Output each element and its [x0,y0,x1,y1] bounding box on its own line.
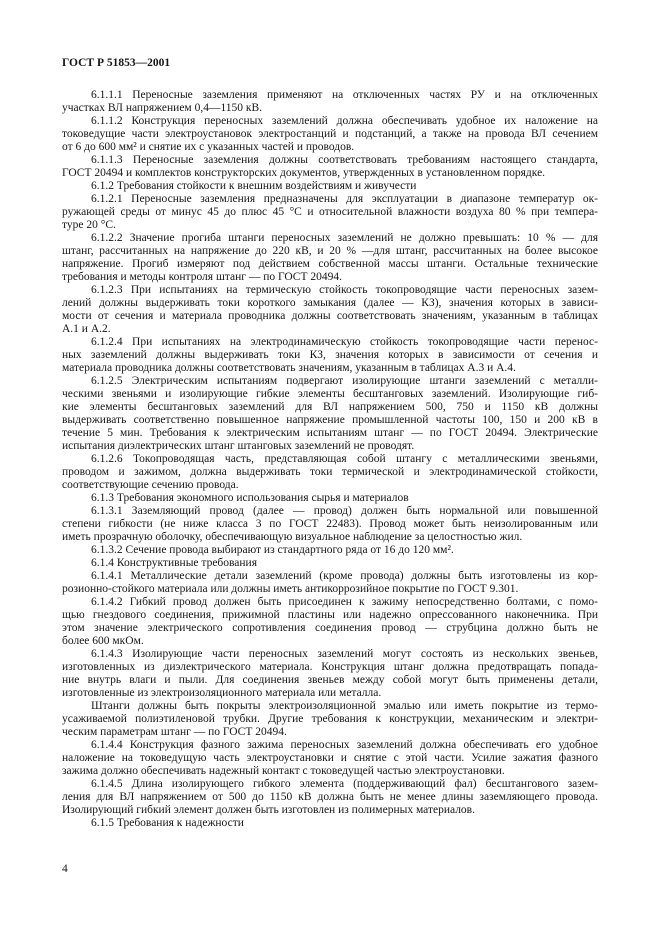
text-line: более 600 мкОм. [62,635,144,647]
text-line: 6.1.3.2 Сечение провода выбирают из стандартного ряда от 16 до 120 мм². [91,544,454,556]
text-line: наложение на токоведущую часть электроустановки и снятие с этой части. Усилие зажатия фазного [62,752,598,764]
text-line: щью гнездового соединения, прижимной пластины или надежно опрессованного наконечника. При [62,609,598,621]
section-heading-6-1-2 [62,180,598,193]
paragraph-6-1-2-4 [62,336,598,375]
section-heading-6-1-3 [62,492,598,505]
paragraph-6-1-3-1 [62,505,598,544]
text-line: штанг, рассчитанных на напряжение до 220 кВ, и 20 % —для штанг, рассчитанных на более высокое [62,245,598,257]
paragraph-6-1-2-3 [62,284,598,336]
text-line: степени гибкости (не ниже класса 3 по ГОСТ 22483). Провод может быть неизолированным или [62,518,598,530]
text-line: 6.1.2.5 Электрическим испытаниям подвергают изолирующие штанги заземлений с металли- [91,375,598,387]
paragraph-6-1-2-5 [62,375,598,453]
text-line: 6.1.5 Требования к надежности [91,817,244,829]
text-line: 6.1.2.6 Токопроводящая часть, представляющая собой штангу с металлическими звеньями, [91,453,598,465]
text-line: ГОСТ 20494 и комплектов конструкторских документов, утвержденных в установленном порядке. [62,167,546,179]
text-line: ческими звеньями и изолирующие гибкие элементы бесштанговых заземлений. Изолирующие гиб- [62,388,598,400]
paragraph-6-1-2-6 [62,453,598,492]
text-line: 6.1.2.4 При испытаниях на электродинамическую стойкость токопроводящие части перенос- [91,336,598,348]
text-line: изготовленные из электроизоляционного материала или металла. [62,687,382,699]
text-line: 6.1.3.1 Заземляющий провод (далее — провод) должен быть нормальной или повышенной [91,505,598,517]
paragraph-6-1-3-2 [62,544,598,557]
text-line: 6.1.4.4 Конструкция фазного зажима переносных заземлений должна обеспечивать его удобное [91,739,598,751]
section-heading-6-1-5 [62,817,598,830]
text-line: проводом и зажимом, должна выдерживать токи термической и электродинамической стойкости, [62,466,598,478]
text-line: 6.1.4.5 Длина изолирующего гибкого элемента (поддерживающий фал) бесштангового зазем- [91,778,598,790]
text-line: иметь прозрачную оболочку, обеспечивающую визуальное наблюдение за целостностью жил. [62,531,523,543]
text-line: туре 20 °С. [62,219,116,231]
text-line: розионно-стойкого материала или должны иметь антикоррозийное покрытие по ГОСТ 9.301. [62,583,519,595]
text-line: соответствующие сечению провода. [62,479,239,491]
text-line: мости от сечения и материала проводника должны соответствовать значениям, указанным в таблицах [62,310,598,322]
text-line: напряжение. Прогиб измеряют под действием собственной массы штанги. Остальные технические [62,258,598,270]
text-line: Штанги должны быть покрыты электроизоляционной эмалью или иметь покрытие из термо- [91,700,598,712]
paragraph-6-1-1-1 [62,89,598,115]
text-line: испытания диэлектрических штанг штанговых заземлений не проводят. [62,440,415,452]
document-body [62,89,598,830]
text-line: ческим параметрам штанг — по ГОСТ 20494. [62,726,287,738]
text-line: Изолирующий гибкий элемент должен быть изготовлен из полимерных материалов. [62,804,475,816]
text-line: 6.1.4.3 Изолирующие части переносных заземлений могут состоять из нескольких звеньев, [91,648,598,660]
page-number: 4 [62,863,68,875]
text-line: материала проводника должны соответствовать значениям, указанным в таблицах А.3 и А.4. [62,362,516,374]
paragraph-6-1-1-3 [62,154,598,180]
paragraph-6-1-4-3-continued [62,700,598,739]
paragraph-6-1-4-3 [62,648,598,700]
text-line: ние внутрь влаги и пыли. Для соединения звеньев между собой могут быть применены детали, [62,674,598,686]
text-line: усаживаемой полиэтиленовой трубки. Другие требования к конструкции, механическим и электри- [62,713,598,725]
text-line: течение 5 мин. Требования к электрическим испытаниям штанг — по ГОСТ 20494. Электрические [62,427,598,439]
section-heading-6-1-4 [62,557,598,570]
paragraph-6-1-1-2 [62,115,598,154]
paragraph-6-1-2-2 [62,232,598,284]
text-line: 6.1.4.2 Гибкий провод должен быть присоединен к зажиму непосредственно болтами, с помо- [91,596,598,608]
document-header: ГОСТ Р 51853—2001 [62,57,171,69]
text-line: выдерживать соответственно повышенное напряжение промышленной частоты 100, 150 и 200 кВ в [62,414,598,426]
text-line: зажима должно обеспечивать надежный контакт с токоведущей частью электроустановки. [62,765,505,777]
text-line: этом значение электрического сопротивления соединения провод — струбцина должно быть не [62,622,598,634]
text-line: ных заземлений должны выдерживать токи КЗ, значения которых в зависимости от сечения и [62,349,598,361]
text-line: требования и методы контроля штанг — по ГОСТ 20494. [62,271,342,283]
paragraph-6-1-2-1 [62,193,598,232]
text-line: 6.1.4 Конструктивные требования [91,557,258,569]
text-line: 6.1.2 Требования стойкости к внешним воздействиям и живучести [91,180,417,192]
text-line: 6.1.2.3 При испытаниях на термическую стойкость токопроводящие части переносных зазем- [91,284,598,296]
text-line: 6.1.2.1 Переносные заземления предназначены для эксплуатации в диапазоне температур ок- [91,193,598,205]
paragraph-6-1-4-4 [62,739,598,778]
paragraph-6-1-4-2 [62,596,598,648]
text-line: ления для ВЛ напряжением от 500 до 1150 кВ должна быть не менее длины заземляющего провода. [62,791,598,803]
text-line: А.1 и А.2. [62,323,111,335]
text-line: 6.1.1.3 Переносные заземления должны соответствовать требованиям настоящего стандарта, [91,154,598,166]
text-line: токоведущие части электроустановок электростанций и подстанций, а также на провода ВЛ сечением [62,128,598,140]
text-line: 6.1.4.1 Металлические детали заземлений (кроме провода) должны быть изготовлены из кор- [91,570,598,582]
paragraph-6-1-4-5 [62,778,598,817]
text-line: от 6 до 600 мм² и снятие их с указанных частей и проводов. [62,141,355,153]
text-line: кие элементы бесштанговых заземлений для ВЛ напряжением 500, 750 и 1150 кВ должны [62,401,598,413]
text-line: 6.1.3 Требования экономного использования сырья и материалов [91,492,409,504]
text-line: 6.1.1.2 Конструкция переносных заземлений должна обеспечивать удобное их наложение на [91,115,598,127]
text-line: участках ВЛ напряжением 0,4—1150 кВ. [62,102,263,114]
text-line: 6.1.2.2 Значение прогиба штанги переносных заземлений не должно превышать: 10 % — для [91,232,598,244]
text-line: ружающей среды от минус 45 до плюс 45 °С и относительной влажности воздуха 80 % при темпера- [62,206,598,218]
text-line: лений должны выдерживать токи короткого замыкания (далее — КЗ), значения которых в зависи- [62,297,598,309]
paragraph-6-1-4-1 [62,570,598,596]
text-line: 6.1.1.1 Переносные заземления применяют на отключенных частях РУ и на отключенных [91,89,598,101]
text-line: изготовленных из диэлектрического материала. Конструкция штанг должна предотвращать попада- [62,661,598,673]
